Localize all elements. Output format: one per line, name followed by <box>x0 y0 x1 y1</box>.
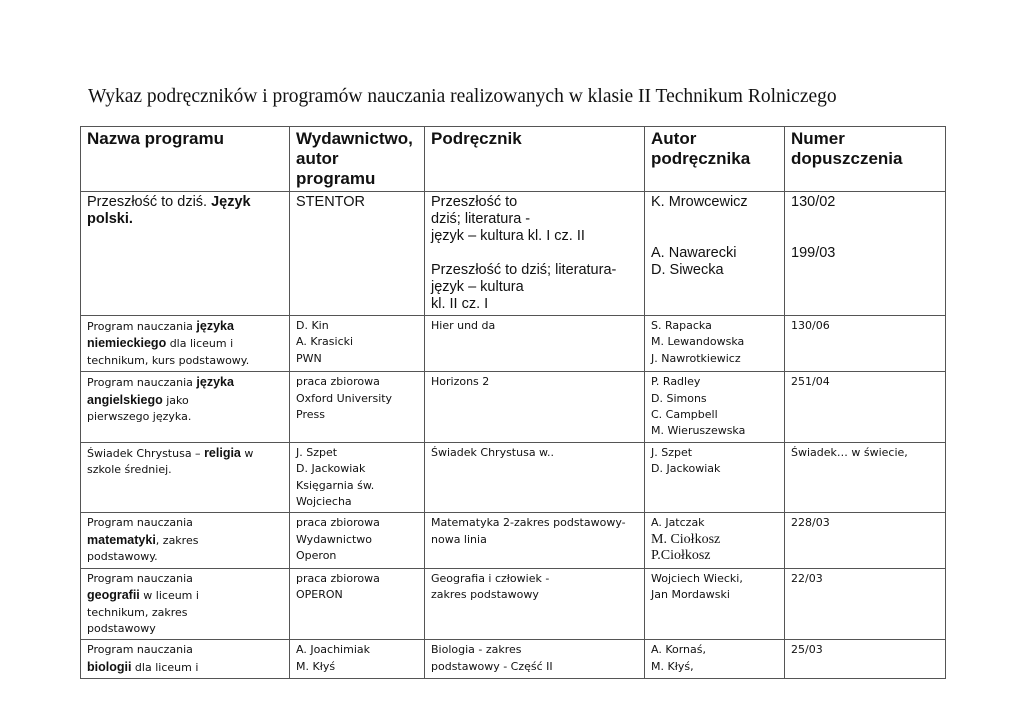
table-row <box>81 568 946 640</box>
table-row <box>81 640 946 679</box>
program-cell: Program nauczania biologii dla liceum i <box>81 640 290 679</box>
publisher-cell: praca zbiorowa Oxford University Press <box>290 372 425 443</box>
publisher-cell: praca zbiorowa OPERON <box>290 568 425 640</box>
number-cell: 22/03 <box>785 568 946 640</box>
author-cell: A. Jatczak M. Ciołkosz P.Ciołkosz <box>645 513 785 568</box>
number-cell: 130/02 199/03 <box>785 192 946 316</box>
textbook-cell: Horizons 2 <box>425 372 645 443</box>
author-cell: S. Rapacka M. Lewandowska J. Nawrotkiewicz <box>645 316 785 372</box>
program-cell: Program nauczania geografii w liceum i technikum, zakres podstawowy <box>81 568 290 640</box>
textbook-cell: Geografia i człowiek - zakres podstawowy <box>425 568 645 640</box>
textbook-cell: Przeszłość to dziś; literatura - język – kultura kl. I cz. II Przeszłość to dziś; literatura- język – kultura kl. II cz. I <box>425 192 645 316</box>
curriculum-table <box>80 126 946 679</box>
program-cell: Program nauczania języka angielskiego jako pierwszego języka. <box>81 372 290 443</box>
author-cell: A. Kornaś, M. Kłyś, <box>645 640 785 679</box>
author-cell: J. Szpet D. Jackowiak <box>645 442 785 513</box>
program-cell: Program nauczania języka niemieckiego dla liceum i technikum, kurs podstawowy. <box>81 316 290 372</box>
table-row <box>81 372 946 443</box>
table-row <box>81 513 946 568</box>
author-cell: Wojciech Wiecki, Jan Mordawski <box>645 568 785 640</box>
page-title: Wykaz podręczników i programów nauczania realizowanych w klasie II Technikum Rolniczego <box>88 86 837 107</box>
number-cell: 228/03 <box>785 513 946 568</box>
program-cell: Przeszłość to dziś. Język polski. <box>81 192 290 316</box>
table-row <box>81 442 946 513</box>
author-cell: K. Mrowcewicz A. Nawarecki D. Siwecka <box>645 192 785 316</box>
publisher-cell: J. Szpet D. Jackowiak Księgarnia św. Wojciecha <box>290 442 425 513</box>
header-program: Nazwa programu <box>81 127 290 192</box>
header-number: Numer dopuszczenia <box>785 127 946 192</box>
textbook-cell: Świadek Chrystusa w.. <box>425 442 645 513</box>
number-cell: 25/03 <box>785 640 946 679</box>
table-row <box>81 316 946 372</box>
textbook-cell: Hier und da <box>425 316 645 372</box>
program-cell: Program nauczania matematyki, zakres podstawowy. <box>81 513 290 568</box>
author-cell: P. Radley D. Simons C. Campbell M. Wieruszewska <box>645 372 785 443</box>
header-publisher: Wydawnictwo, autor programu <box>290 127 425 192</box>
number-cell: Świadek… w świecie, <box>785 442 946 513</box>
number-cell: 251/04 <box>785 372 946 443</box>
publisher-cell: A. Joachimiak M. Kłyś <box>290 640 425 679</box>
table-row <box>81 192 946 316</box>
publisher-cell: praca zbiorowa Wydawnictwo Operon <box>290 513 425 568</box>
number-cell: 130/06 <box>785 316 946 372</box>
header-author: Autor podręcznika <box>645 127 785 192</box>
textbook-cell: Matematyka 2-zakres podstawowy- nowa linia <box>425 513 645 568</box>
header-row <box>81 127 946 192</box>
publisher-cell: STENTOR <box>290 192 425 316</box>
textbook-cell: Biologia - zakres podstawowy - Część II <box>425 640 645 679</box>
publisher-cell: D. Kin A. Krasicki PWN <box>290 316 425 372</box>
program-cell: Świadek Chrystusa – religia w szkole średniej. <box>81 442 290 513</box>
header-textbook: Podręcznik <box>425 127 645 192</box>
